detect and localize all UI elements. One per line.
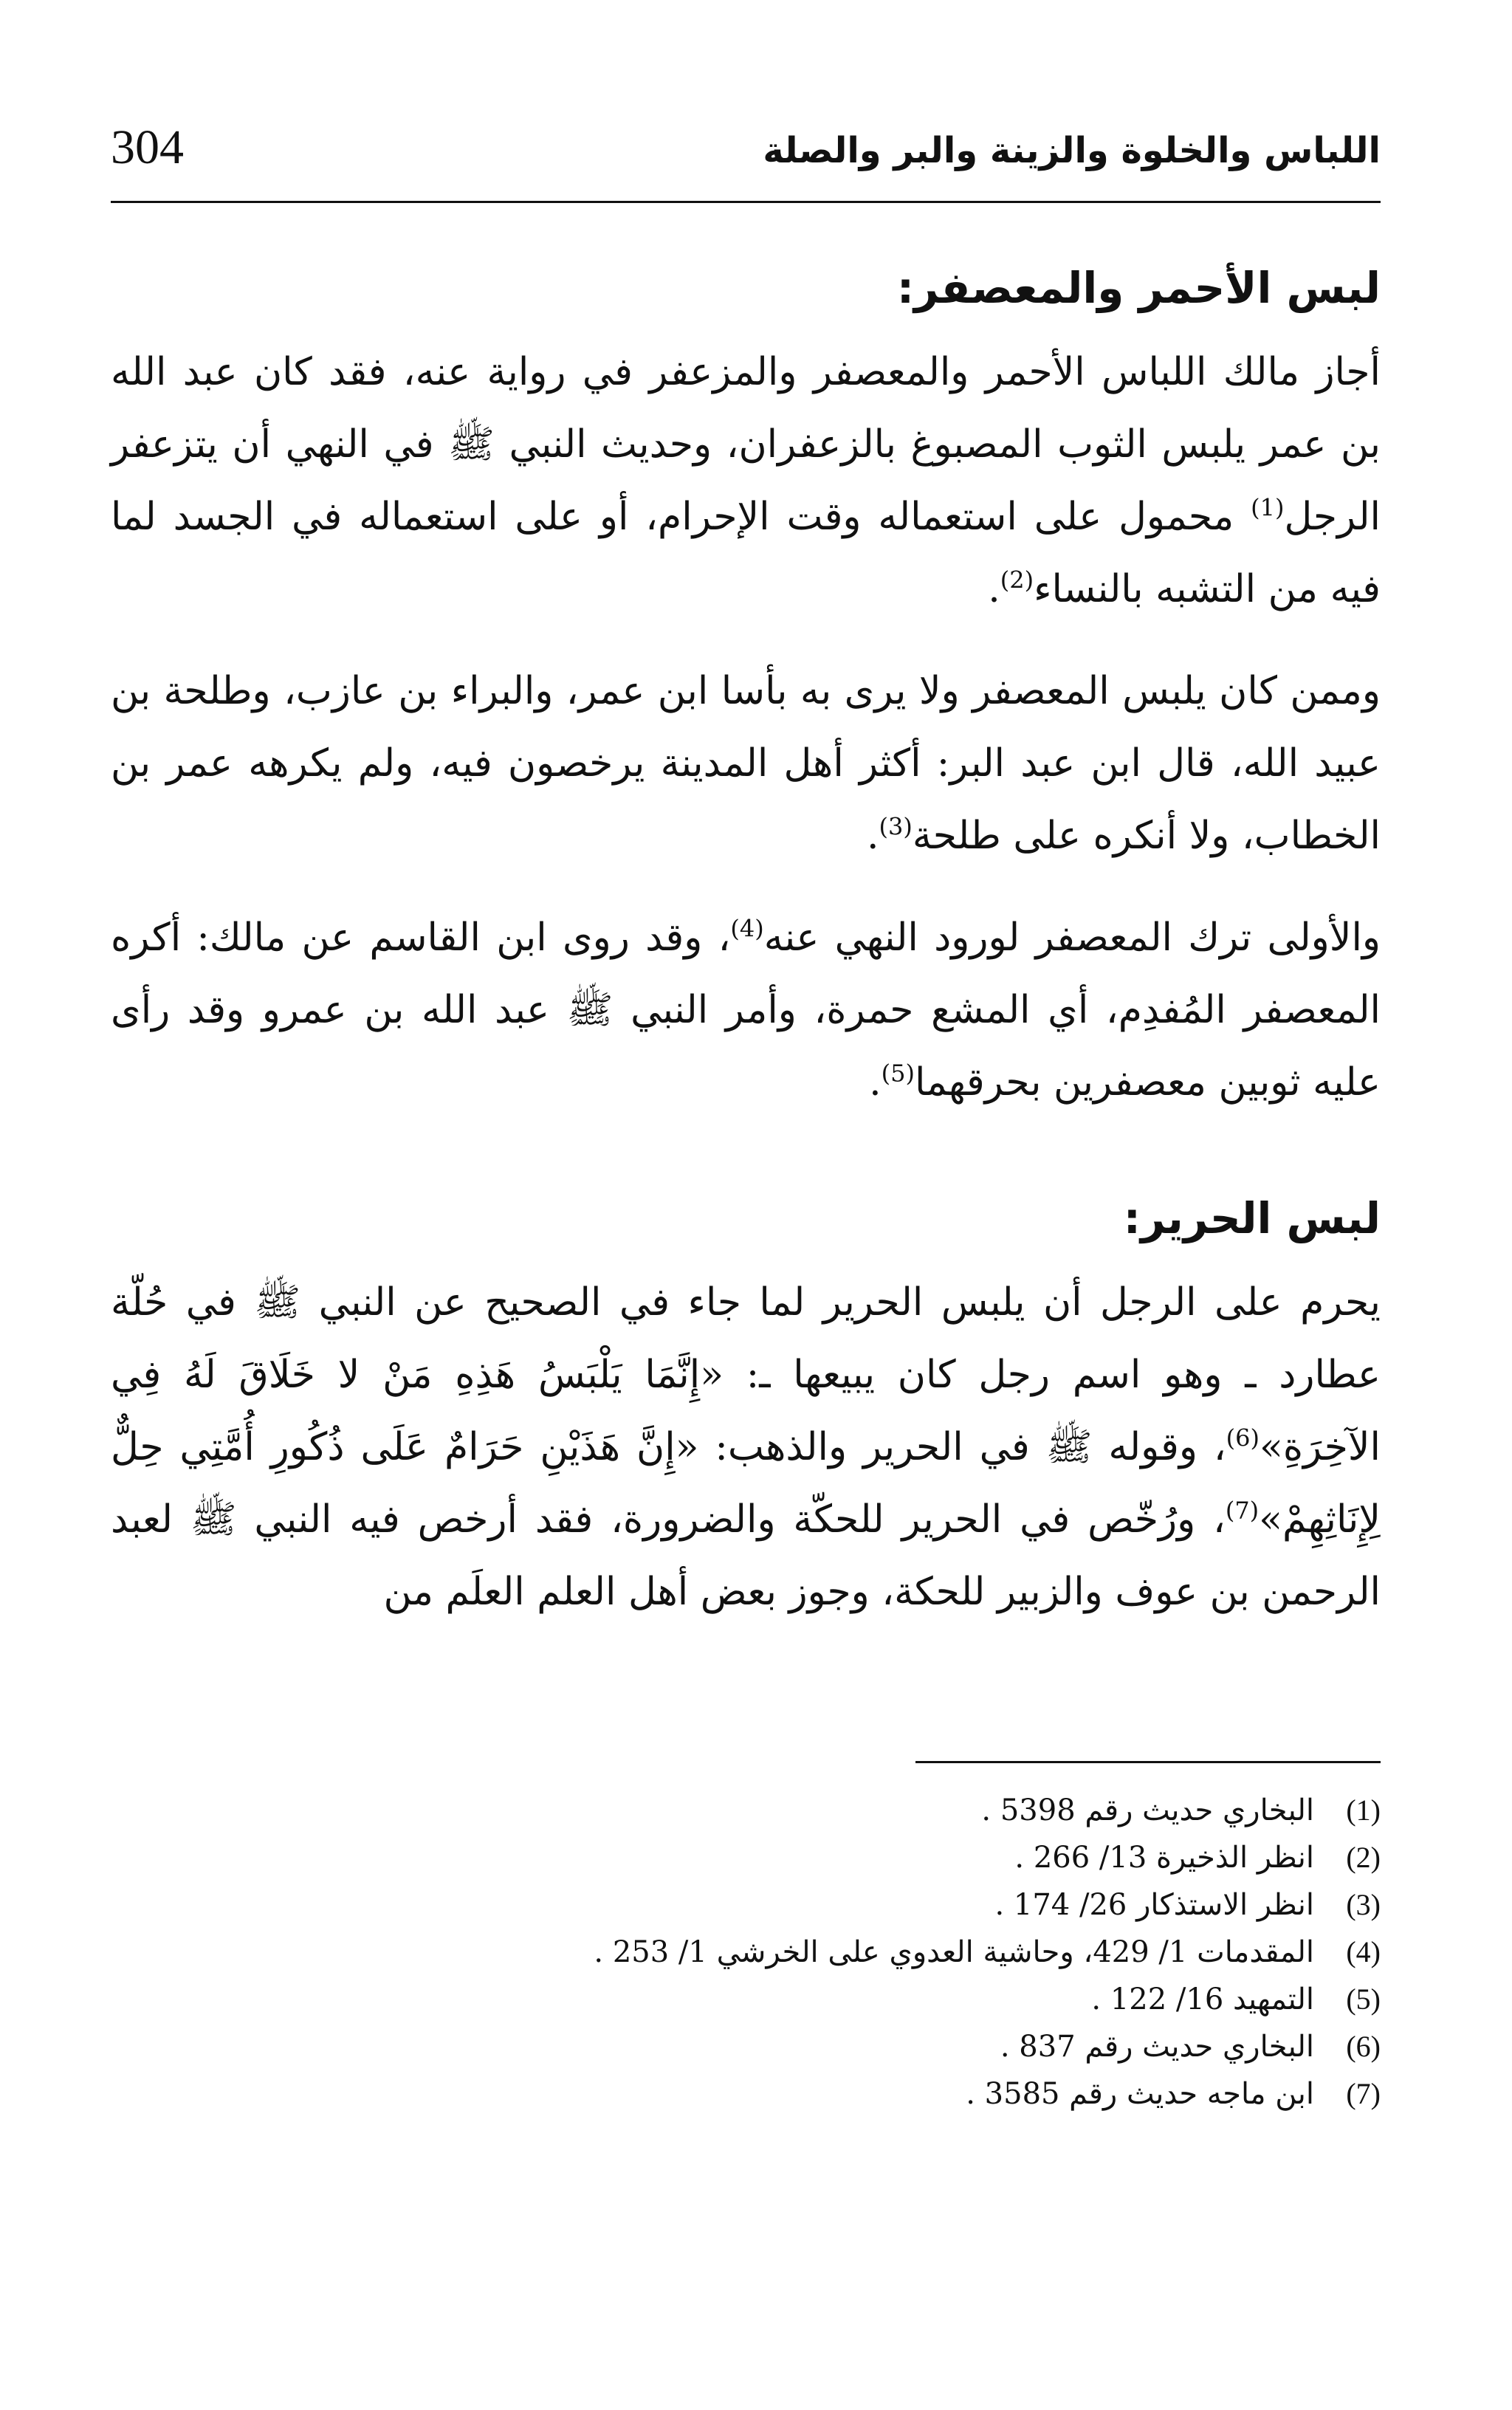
footnote-item xyxy=(111,1881,1381,1929)
paragraph-text: وممن كان يلبس المعصفر ولا يرى به بأسا ابن عمر، والبراء بن عازب، وطلحة بن عبيد الله، قال ابن عبد البر: أكثر أهل المدينة يرخصون فيه، ولم يكرهه عمر بن الخطاب، ولا أنكره على طلحة xyxy=(111,669,1381,858)
footnote-ref-3[interactable]: (3) xyxy=(879,812,913,841)
footnote-text: ابن ماجه حديث رقم 3585 . xyxy=(966,2077,1314,2111)
footnote-number: (3) xyxy=(1346,1888,1381,1921)
footnote-text: انظر الاستذكار 26/ 174 . xyxy=(994,1888,1314,1922)
footnotes xyxy=(111,1787,1381,2118)
paragraph xyxy=(111,902,1381,1119)
footnote-ref-5[interactable]: (5) xyxy=(881,1059,915,1088)
footnote-number: (7) xyxy=(1346,2077,1381,2110)
footnote-item xyxy=(111,1976,1381,2023)
footnote-number: (5) xyxy=(1346,1982,1381,2016)
footnote-ref-1[interactable]: (1) xyxy=(1251,493,1285,522)
footnote-number: (4) xyxy=(1346,1935,1381,1968)
footnote-item xyxy=(111,1929,1381,1976)
paragraph xyxy=(111,1266,1381,1628)
paragraph-text: . xyxy=(866,814,879,858)
footnote-number: (1) xyxy=(1346,1793,1381,1827)
section-heading-red-safflower: لبس الأحمر والمعصفر: xyxy=(896,263,1381,313)
main-text xyxy=(111,255,1381,1658)
paragraph-text: . xyxy=(988,567,1000,611)
footnote-item xyxy=(111,2023,1381,2070)
footnote-ref-2[interactable]: (2) xyxy=(1000,566,1034,594)
paragraph xyxy=(111,655,1381,872)
paragraph-text: ، وقوله ﷺ في الحرير والذهب: «إِنَّ هَذَيْنِ حَرَامٌ عَلَى ذُكُورِ أُمَّتِي حِلٌّ لِإِنَاثِهِمْ» xyxy=(111,1425,1381,1542)
paragraph-text: محمول على استعماله وقت الإحرام، أو على استعماله في الجسد لما فيه من التشبه بالنساء xyxy=(111,495,1381,611)
footnote-item xyxy=(111,1834,1381,1881)
section-heading-silk: لبس الحرير: xyxy=(1123,1193,1381,1243)
paragraph-text: يحرم على الرجل أن يلبس الحرير لما جاء في الصحيح عن النبي ﷺ في حُلّة عطارد ـ وهو اسم رجل كان يبيعها ـ: «إِنَّمَا يَلْبَسُ هَذِهِ مَنْ لا خَلَاقَ لَهُ فِي الآخِرَةِ» xyxy=(111,1280,1381,1469)
footnote-text: البخاري حديث رقم 837 . xyxy=(1000,2030,1314,2064)
paragraph-text: أجاز مالك اللباس الأحمر والمعصفر والمزعفر في رواية عنه، فقد كان عبد الله بن عمر يلبس الثوب المصبوغ بالزعفران، وحديث النبي ﷺ في النهي أن يتزعفر الرجل xyxy=(111,350,1381,539)
page-header xyxy=(111,111,1381,192)
paragraph-text: والأولى ترك المعصفر لورود النهي عنه xyxy=(763,916,1381,960)
footnote-divider xyxy=(915,1761,1381,1763)
paragraph-text: . xyxy=(869,1060,882,1105)
footnote-item xyxy=(111,2070,1381,2118)
footnote-ref-4[interactable]: (4) xyxy=(730,914,764,943)
header-divider xyxy=(111,201,1381,203)
running-title: اللباس والخلوة والزينة والبر والصلة xyxy=(763,130,1381,171)
paragraph xyxy=(111,336,1381,625)
footnote-text: المقدمات 1/ 429، وحاشية العدوي على الخرشي 1/ 253 . xyxy=(594,1935,1314,1969)
footnote-text: انظر الذخيرة 13/ 266 . xyxy=(1014,1841,1314,1875)
page-number: 304 xyxy=(111,120,184,174)
footnote-ref-6[interactable]: (6) xyxy=(1226,1424,1260,1452)
footnote-ref-7[interactable]: (7) xyxy=(1225,1496,1260,1525)
footnote-number: (2) xyxy=(1346,1841,1381,1874)
paragraph-text: ، ورُخّص في الحرير للحكّة والضرورة، فقد أرخص فيه النبي ﷺ لعبد الرحمن بن عوف والزبير للحكة، وجوز بعض أهل العلم العلَم من xyxy=(111,1497,1381,1614)
footnote-number: (6) xyxy=(1346,2030,1381,2063)
footnote-text: التمهيد 16/ 122 . xyxy=(1091,1982,1314,2016)
footnote-text: البخاري حديث رقم 5398 . xyxy=(981,1793,1314,1827)
paragraph-text: ، وقد روى ابن القاسم عن مالك: أكره المعصفر المُفدِم، أي المشع حمرة، وأمر النبي ﷺ عبد الله بن عمرو وقد رأى عليه ثوبين معصفرين بحرقهما xyxy=(111,916,1381,1105)
footnote-item xyxy=(111,1787,1381,1834)
